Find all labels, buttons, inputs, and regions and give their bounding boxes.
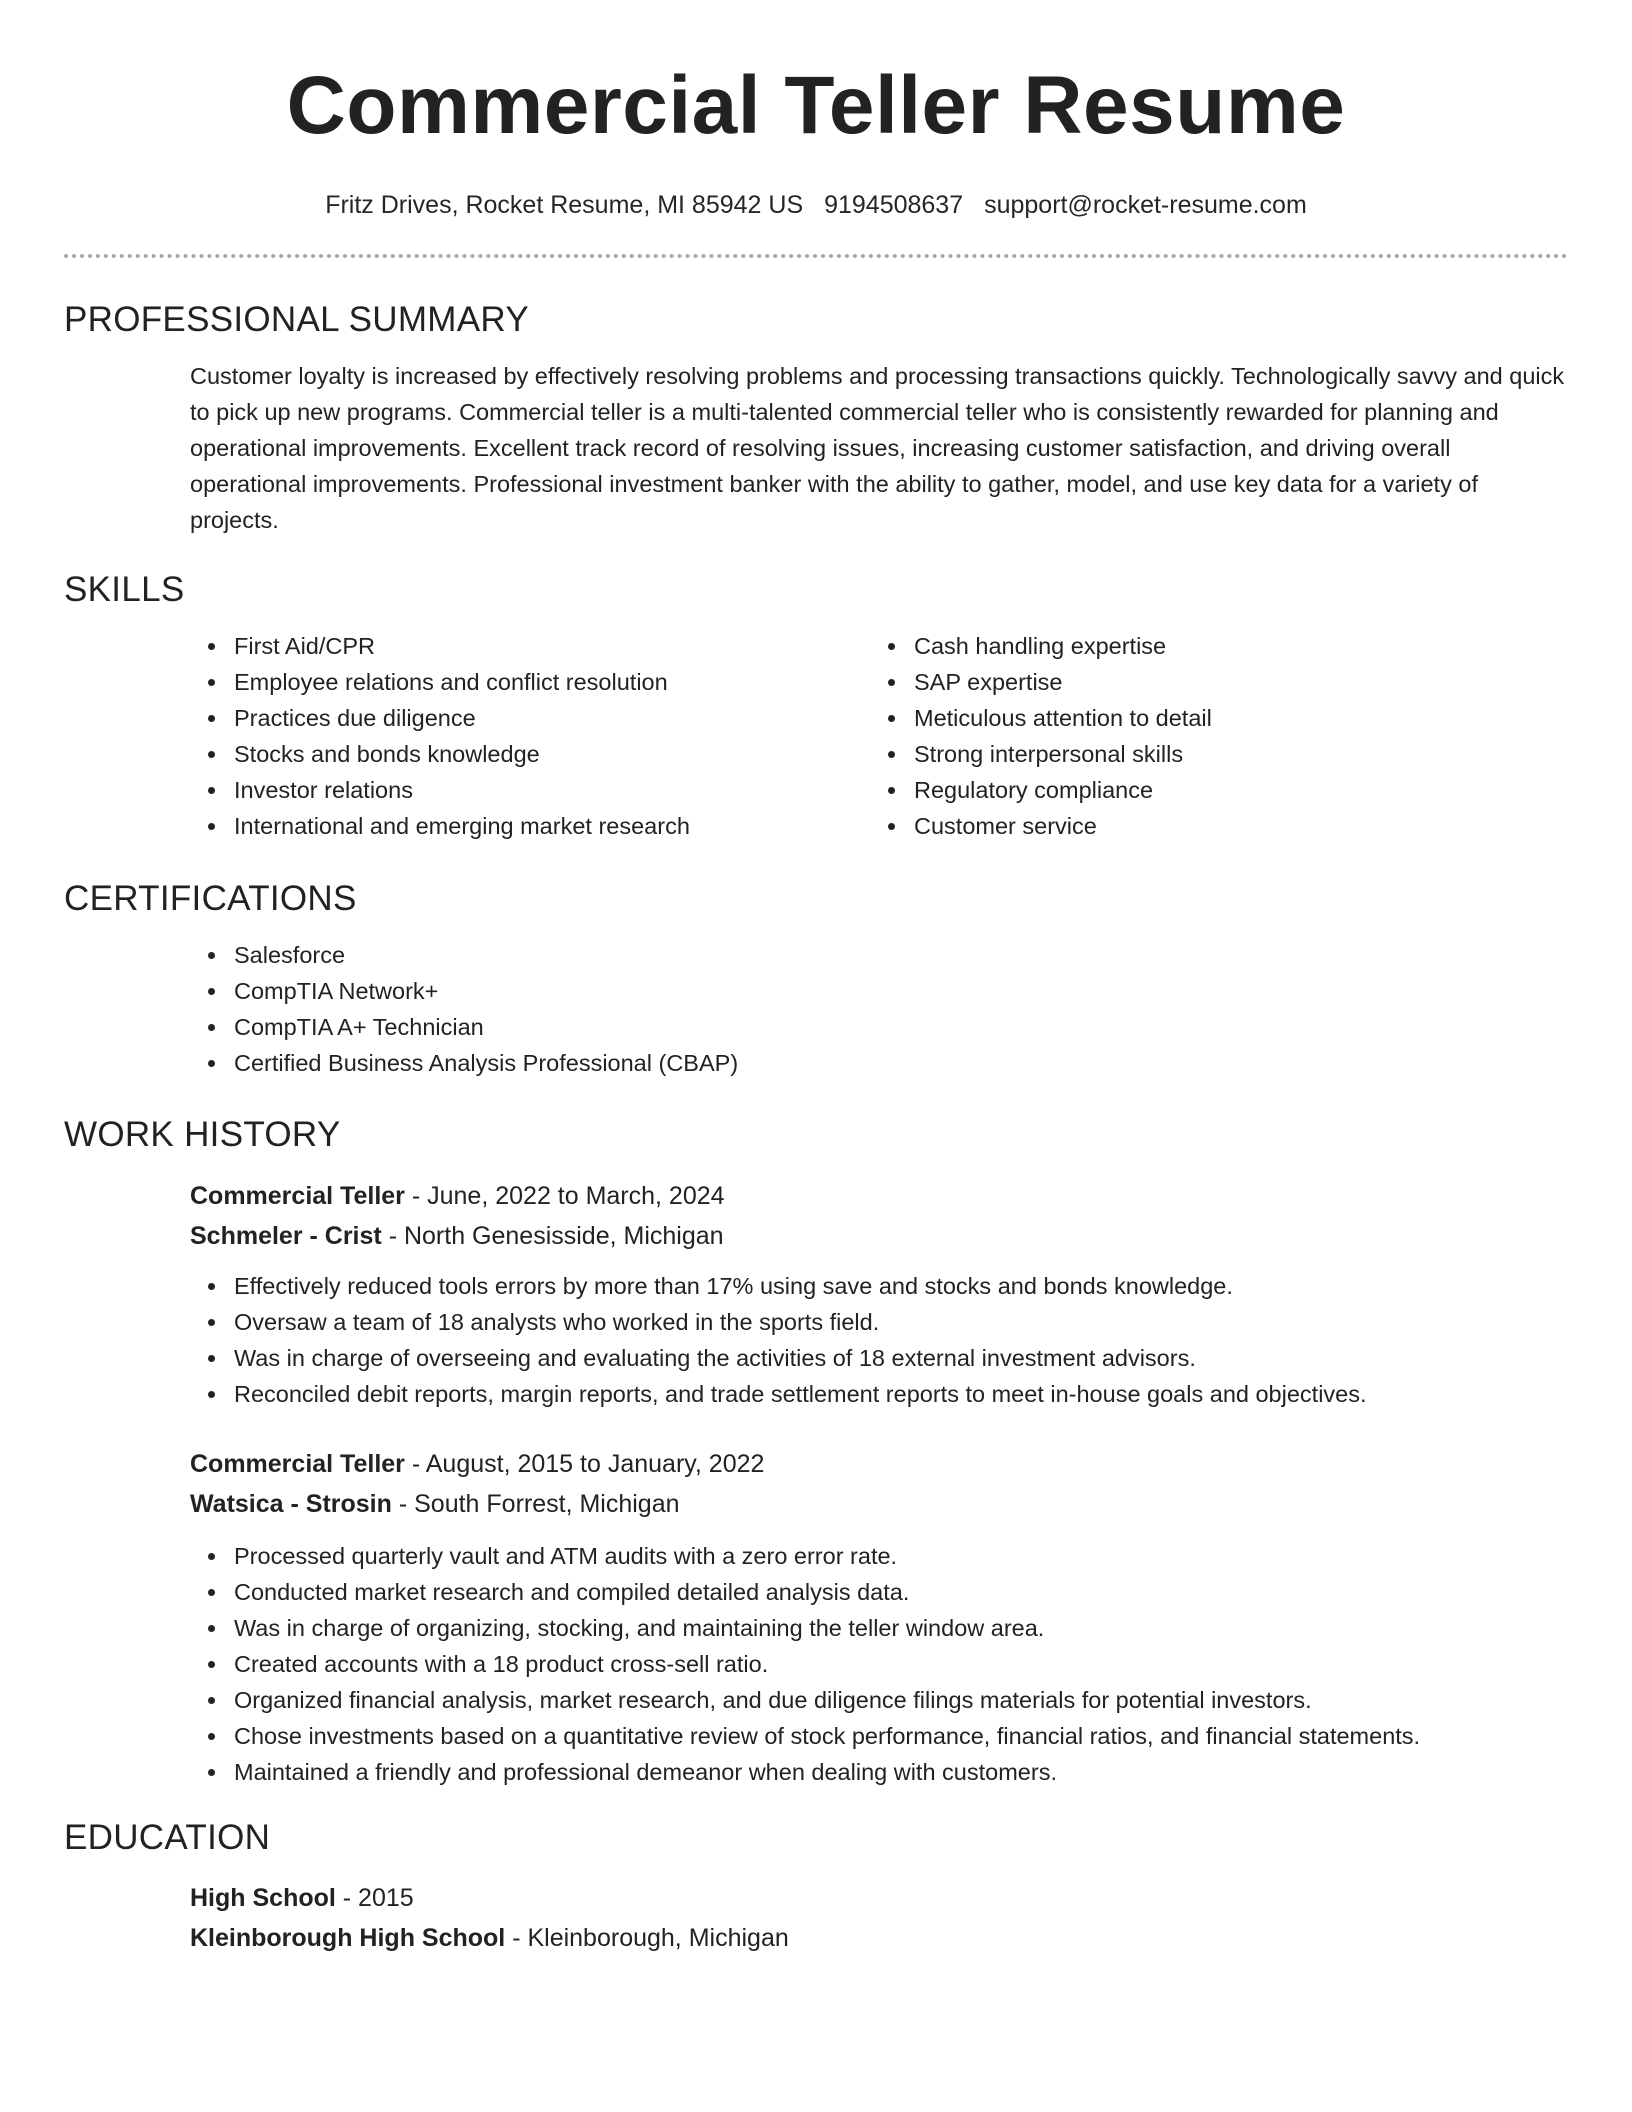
job-title: Commercial Teller xyxy=(190,1450,405,1478)
skills-list-right xyxy=(870,628,1550,844)
job-bullet: Oversaw a team of 18 analysts who worked in the sports field. xyxy=(234,1304,1568,1340)
contact-phone: 9194508637 xyxy=(824,191,964,219)
job-title-line xyxy=(190,1444,1568,1484)
certifications-list xyxy=(190,937,1568,1081)
job-entry-body xyxy=(64,1444,1568,1790)
skill-item: Strong interpersonal skills xyxy=(914,736,1550,772)
job-bullet: Reconciled debit reports, margin reports, and trade settlement reports to meet in-house goals and objectives. xyxy=(234,1376,1568,1412)
job-entry xyxy=(64,1176,1568,1412)
skill-item: First Aid/CPR xyxy=(234,628,870,664)
job-company: Watsica - Strosin xyxy=(190,1490,392,1518)
job-title: Commercial Teller xyxy=(190,1182,405,1210)
education-school-line xyxy=(190,1918,1568,1958)
skill-item: Meticulous attention to detail xyxy=(914,700,1550,736)
job-title-line xyxy=(190,1176,1568,1216)
education-location: - Kleinborough, Michigan xyxy=(505,1924,789,1952)
skill-item: Stocks and bonds knowledge xyxy=(234,736,870,772)
job-bullet: Was in charge of overseeing and evaluating the activities of 18 external investment advisors. xyxy=(234,1340,1568,1376)
skill-item: Customer service xyxy=(914,808,1550,844)
job-company: Schmeler - Crist xyxy=(190,1222,382,1250)
education-year: - 2015 xyxy=(335,1884,414,1912)
skill-item: International and emerging market research xyxy=(234,808,870,844)
skill-item: Practices due diligence xyxy=(234,700,870,736)
certifications-heading: CERTIFICATIONS xyxy=(64,879,357,918)
job-bullets xyxy=(190,1268,1568,1412)
resume-title: Commercial Teller Resume xyxy=(286,60,1346,151)
job-dates: - June, 2022 to March, 2024 xyxy=(404,1182,725,1210)
job-location: - South Forrest, Michigan xyxy=(391,1490,680,1518)
summary-text: Customer loyalty is increased by effectively resolving problems and processing transactions quickly. Technologically savvy and quick to pick up new programs. Commercial teller is a multi-talented commercial teller who is consistently rewarded for planning and operational improvements. Excellent track record of resolving issues, increasing customer satisfaction, and driving overall operational improvements. Professional investment banker with the ability to gather, model, and use key data for a variety of projects. xyxy=(190,363,1565,533)
certification-item: CompTIA Network+ xyxy=(234,973,1568,1009)
education-degree-line xyxy=(190,1878,1568,1918)
summary-section xyxy=(64,298,1568,538)
summary-heading: PROFESSIONAL SUMMARY xyxy=(64,300,529,339)
education-degree: High School xyxy=(190,1884,336,1912)
job-company-line xyxy=(190,1216,1568,1256)
job-bullet: Conducted market research and compiled detailed analysis data. xyxy=(234,1574,1568,1610)
work-history-heading: WORK HISTORY xyxy=(64,1115,341,1154)
skill-item: Investor relations xyxy=(234,772,870,808)
job-company-line xyxy=(190,1484,1568,1524)
job-bullet: Was in charge of organizing, stocking, and maintaining the teller window area. xyxy=(234,1610,1568,1646)
header-divider xyxy=(64,254,1568,258)
contact-address: Fritz Drives, Rocket Resume, MI 85942 US xyxy=(325,191,804,219)
summary-body xyxy=(64,358,1568,538)
job-entry-body xyxy=(64,1176,1568,1412)
job-bullets xyxy=(190,1538,1568,1790)
skill-item: Regulatory compliance xyxy=(914,772,1550,808)
education-section xyxy=(64,1816,1568,1958)
skills-column-right xyxy=(870,628,1550,844)
education-body xyxy=(64,1878,1568,1958)
skills-grid xyxy=(190,628,1568,844)
contact-email[interactable]: support@rocket-resume.com xyxy=(984,191,1307,219)
job-location: - North Genesisside, Michigan xyxy=(381,1222,724,1250)
work-history-section xyxy=(64,1113,1568,1157)
skills-column-left xyxy=(190,628,870,844)
skills-body xyxy=(64,628,1568,844)
skills-heading: SKILLS xyxy=(64,570,185,609)
skill-item: Employee relations and conflict resolution xyxy=(234,664,870,700)
job-bullet: Processed quarterly vault and ATM audits with a zero error rate. xyxy=(234,1538,1568,1574)
certifications-body xyxy=(64,937,1568,1081)
certification-item: Certified Business Analysis Professional (CBAP) xyxy=(234,1045,1568,1081)
certifications-section xyxy=(64,877,1568,1081)
skills-section xyxy=(64,568,1568,844)
job-entry xyxy=(64,1444,1568,1790)
skill-item: SAP expertise xyxy=(914,664,1550,700)
job-bullet: Organized financial analysis, market research, and due diligence filings materials for potential investors. xyxy=(234,1682,1568,1718)
contact-line xyxy=(64,188,1568,222)
certification-item: Salesforce xyxy=(234,937,1568,973)
education-school: Kleinborough High School xyxy=(190,1924,506,1952)
job-bullet: Maintained a friendly and professional demeanor when dealing with customers. xyxy=(234,1754,1568,1790)
certification-item: CompTIA A+ Technician xyxy=(234,1009,1568,1045)
job-bullet: Created accounts with a 18 product cross-sell ratio. xyxy=(234,1646,1568,1682)
job-bullet: Chose investments based on a quantitative review of stock performance, financial ratios, and financial statements. xyxy=(234,1718,1568,1754)
skills-list-left xyxy=(190,628,870,844)
job-bullet: Effectively reduced tools errors by more than 17% using save and stocks and bonds knowledge. xyxy=(234,1268,1568,1304)
education-heading: EDUCATION xyxy=(64,1818,271,1857)
skill-item: Cash handling expertise xyxy=(914,628,1550,664)
job-dates: - August, 2015 to January, 2022 xyxy=(404,1450,765,1478)
